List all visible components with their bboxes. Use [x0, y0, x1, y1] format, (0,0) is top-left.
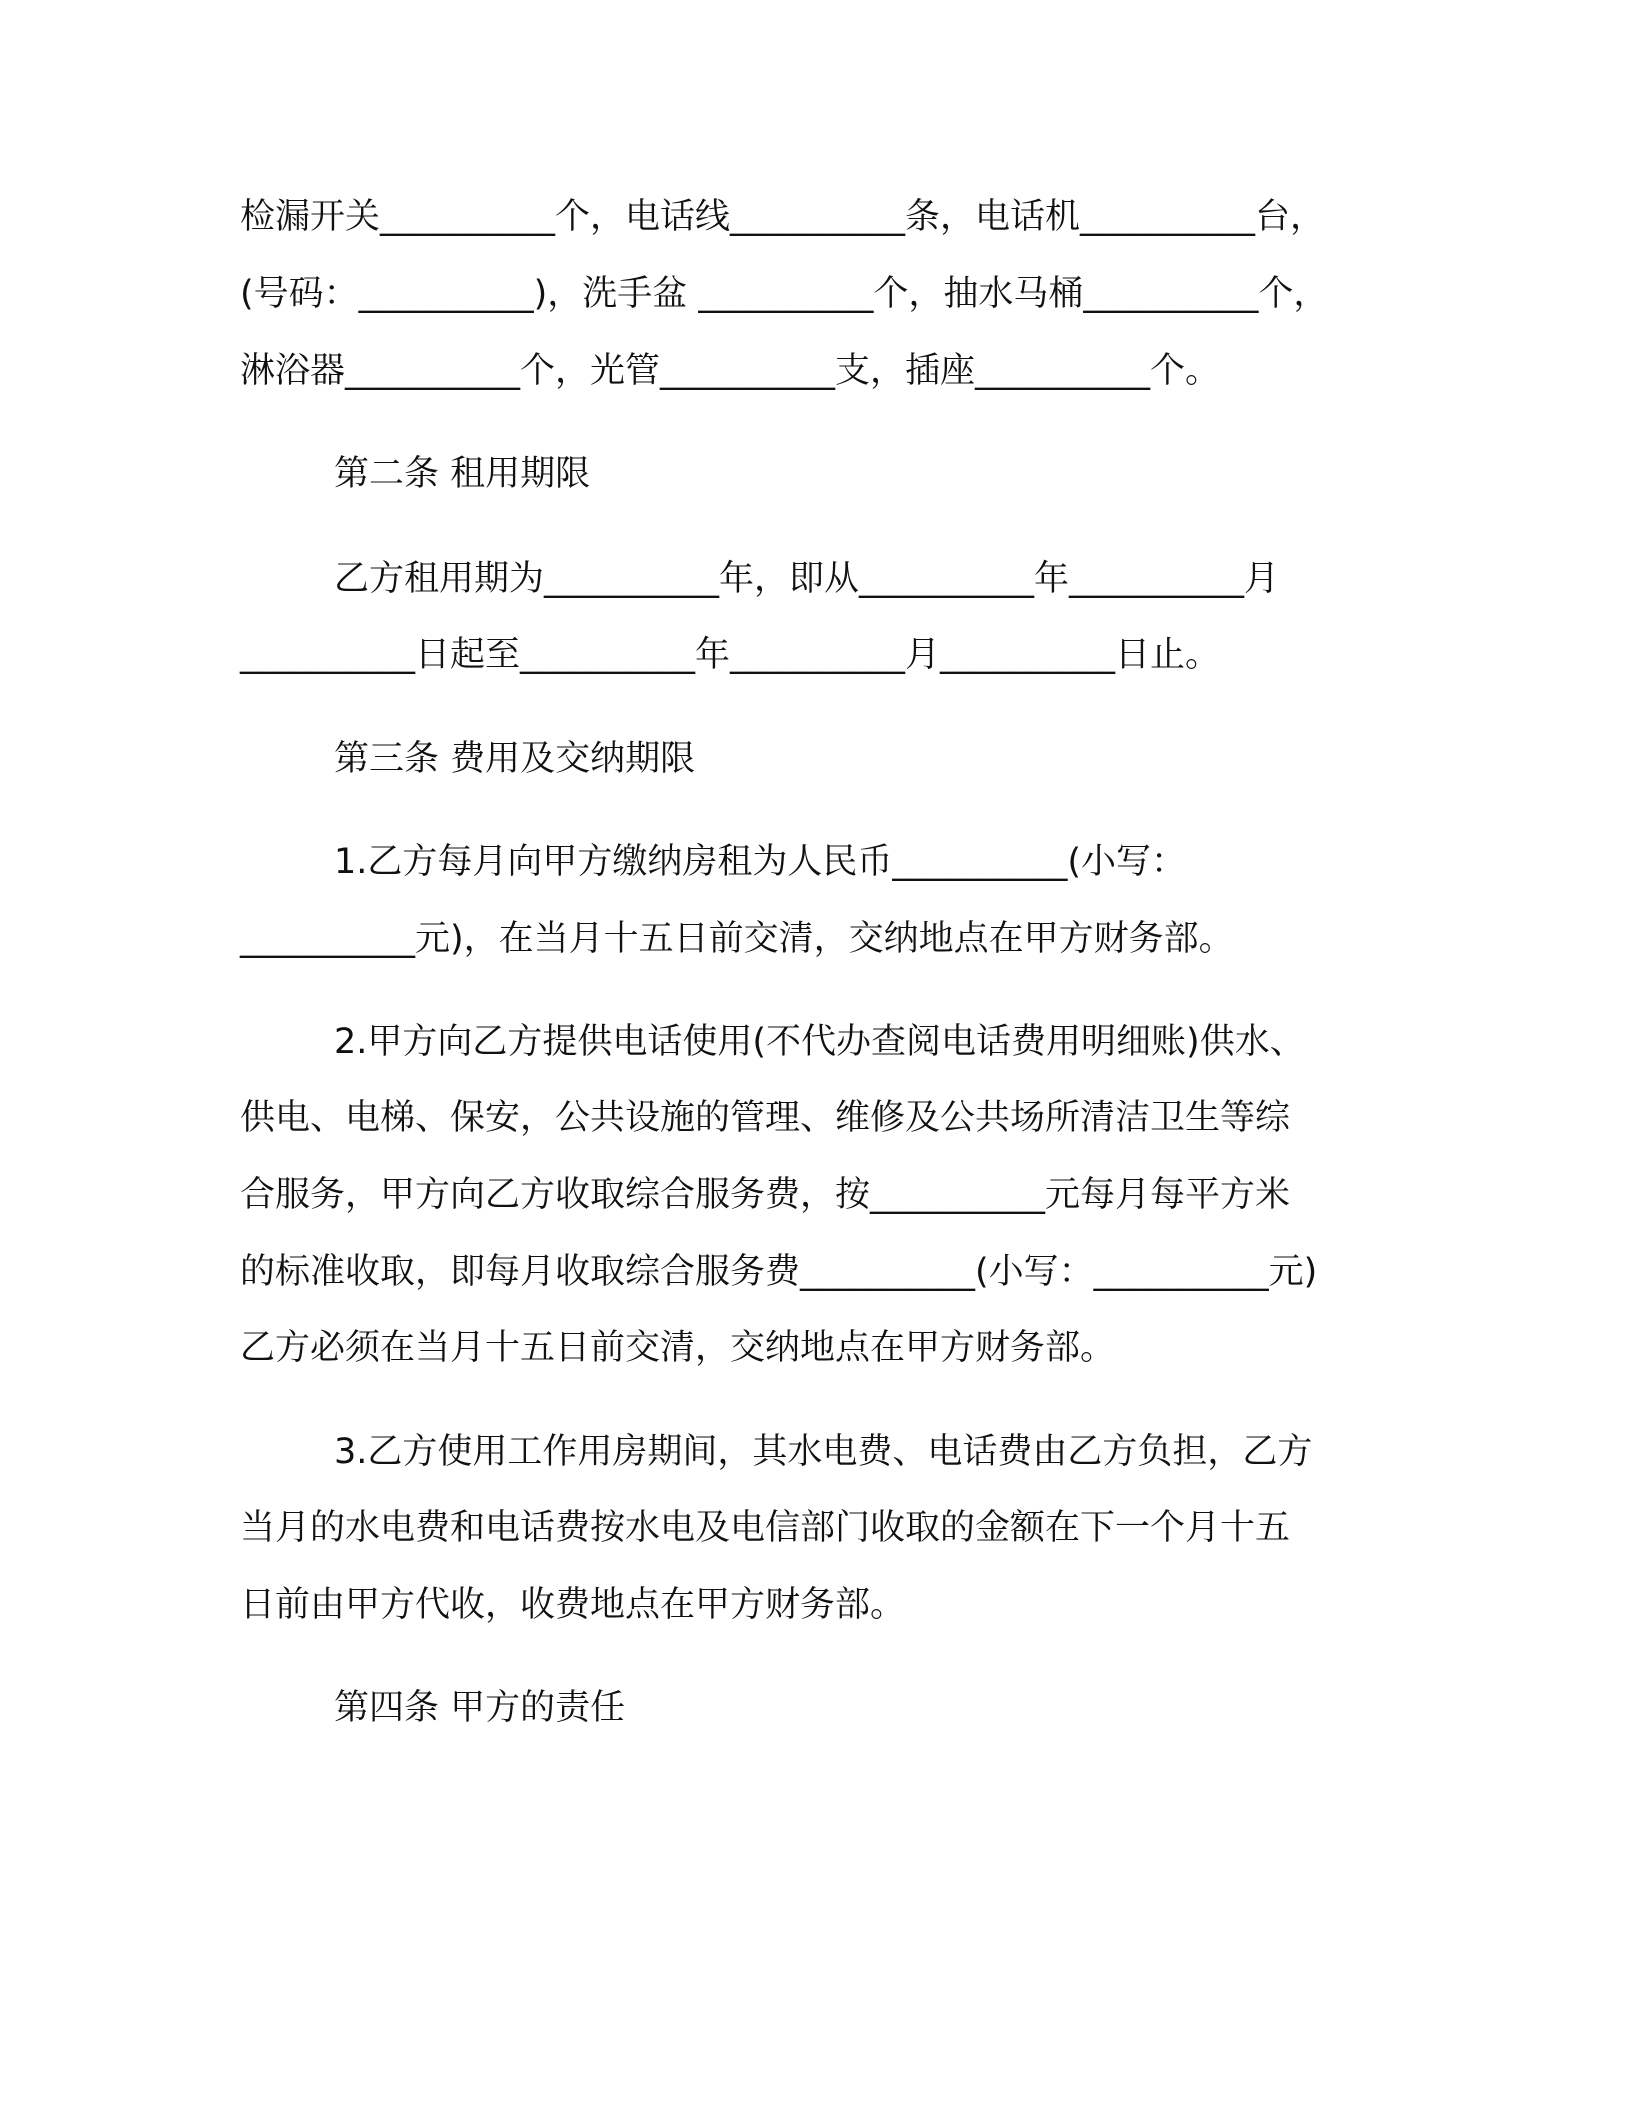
article-3-heading: 第三条 费用及交纳期限: [334, 739, 696, 779]
equipment-line-3: 淋浴器__________个，光管__________支，插座__________个。: [240, 351, 1221, 391]
fee-item-3-line-3: 日前由甲方代收，收费地点在甲方财务部。: [240, 1585, 906, 1625]
fee-item-1-line-1: 1.乙方每月向甲方缴纳房租为人民币__________(小写：: [334, 842, 1187, 882]
article-2-heading: 第二条 租用期限: [334, 454, 591, 494]
fee-item-2-line-3: 合服务，甲方向乙方收取综合服务费，按__________元每月每平方米: [240, 1175, 1291, 1215]
fee-item-1-line-2: __________元)，在当月十五日前交清，交纳地点在甲方财务部。: [240, 919, 1234, 959]
fee-item-2-line-2: 供电、电梯、保安，公共设施的管理、维修及公共场所清洁卫生等综: [240, 1098, 1291, 1138]
fee-item-2-line-5: 乙方必须在当月十五日前交清，交纳地点在甲方财务部。: [240, 1328, 1116, 1368]
fee-item-3-line-1: 3.乙方使用工作用房期间，其水电费、电话费由乙方负担，乙方: [334, 1432, 1313, 1472]
fee-item-2-line-1: 2.甲方向乙方提供电话使用(不代办查阅电话费用明细账)供水、: [334, 1022, 1305, 1062]
fee-item-3-line-2: 当月的水电费和电话费按水电及电信部门收取的金额在下一个月十五: [240, 1508, 1291, 1548]
article-4-heading: 第四条 甲方的责任: [334, 1688, 626, 1728]
lease-term-line-1: 乙方租用期为__________年，即从__________年__________月: [334, 559, 1280, 599]
equipment-line-2: (号码：__________)，洗手盆 __________个，抽水马桶__________个，: [240, 274, 1329, 314]
lease-term-line-2: __________日起至__________年__________月__________日止。: [240, 635, 1221, 675]
equipment-line-1: 检漏开关__________个，电话线__________条，电话机__________台，: [240, 197, 1326, 237]
fee-item-2-line-4: 的标准收取，即每月收取综合服务费__________(小写：__________元): [240, 1252, 1318, 1292]
